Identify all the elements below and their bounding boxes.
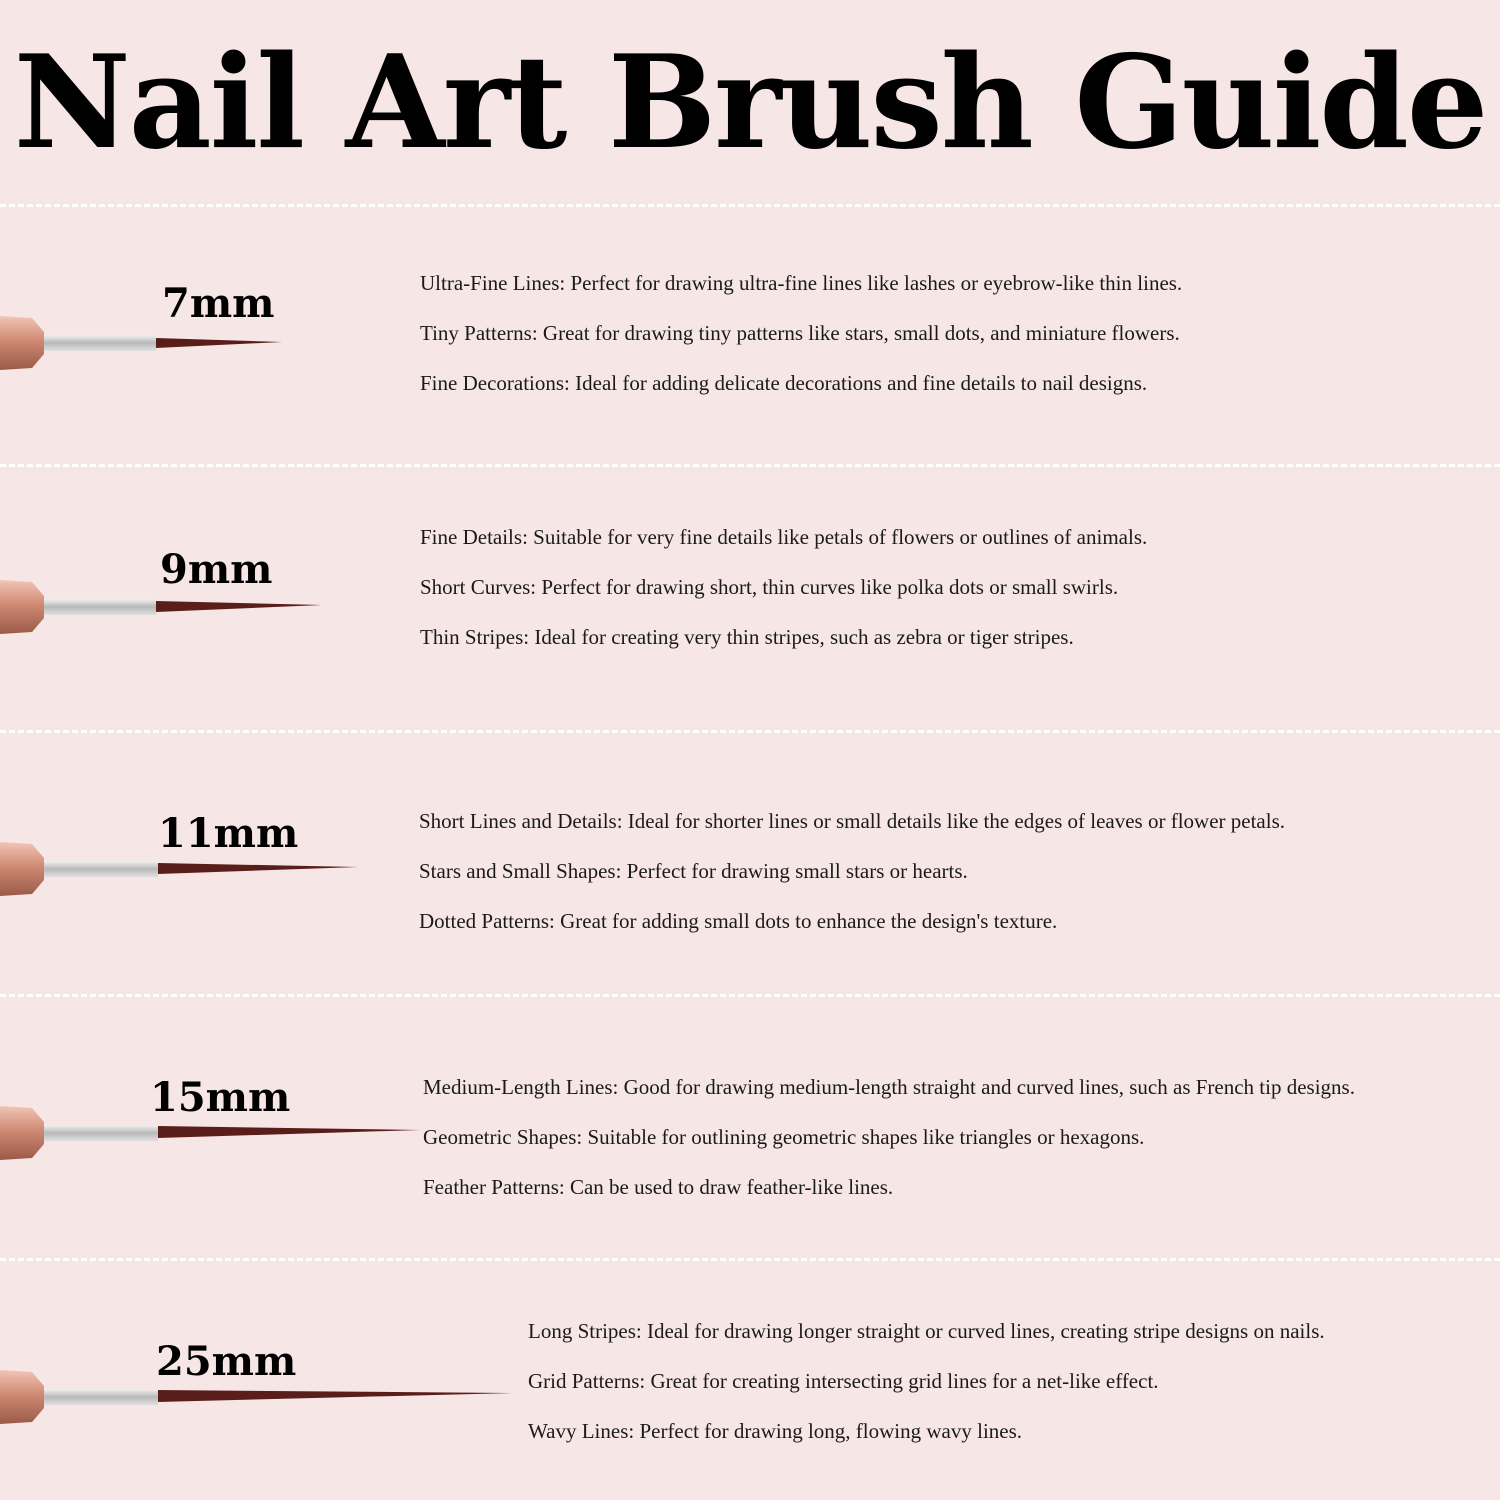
brush-use-item: Short Curves: Perfect for drawing short, thin curves like polka dots or small swirls. [420, 575, 1119, 599]
brush-size-label: 11mm [158, 810, 299, 857]
brush-use-item: Fine Details: Suitable for very fine details like petals of flowers or outlines of animals. [420, 525, 1148, 549]
brush-use-item: Grid Patterns: Great for creating intersecting grid lines for a net-like effect. [528, 1369, 1159, 1393]
brush-uses-list [420, 270, 1182, 420]
brush-use-item: Tiny Patterns: Great for drawing tiny patterns like stars, small dots, and miniature flowers. [420, 321, 1180, 345]
brush-use-item: Medium-Length Lines: Good for drawing medium-length straight and curved lines, such as French tip designs. [423, 1075, 1355, 1099]
brush-size-label: 15mm [150, 1074, 291, 1121]
brush-size-label: 25mm [156, 1338, 297, 1385]
divider [0, 1258, 1500, 1261]
brush-size-label: 9mm [160, 546, 273, 593]
brush-use-item: Stars and Small Shapes: Perfect for drawing small stars or hearts. [419, 859, 968, 883]
brush-uses-list [420, 524, 1147, 674]
brush-uses-list [423, 1074, 1355, 1224]
brush-use-item: Ultra-Fine Lines: Perfect for drawing ultra-fine lines like lashes or eyebrow-like thin lines. [420, 271, 1183, 295]
brush-use-item: Wavy Lines: Perfect for drawing long, flowing wavy lines. [528, 1419, 1023, 1443]
brush-use-item: Geometric Shapes: Suitable for outlining geometric shapes like triangles or hexagons. [423, 1125, 1145, 1149]
divider [0, 204, 1500, 207]
brush-use-item: Fine Decorations: Ideal for adding delicate decorations and fine details to nail designs. [420, 371, 1148, 395]
divider [0, 730, 1500, 733]
brush-use-item: Feather Patterns: Can be used to draw feather-like lines. [423, 1175, 894, 1199]
brush-uses-list [419, 808, 1285, 958]
brush-use-item: Thin Stripes: Ideal for creating very thin stripes, such as zebra or tiger stripes. [420, 625, 1074, 649]
page-title: Nail Art Brush Guide [13, 28, 1487, 178]
brush-size-label: 7mm [162, 280, 275, 327]
brush-uses-list [528, 1318, 1325, 1468]
brush-use-item: Short Lines and Details: Ideal for shorter lines or small details like the edges of leaves or flower petals. [419, 809, 1285, 833]
brush-use-item: Long Stripes: Ideal for drawing longer straight or curved lines, creating stripe designs on nails. [528, 1319, 1325, 1343]
divider [0, 464, 1500, 467]
divider [0, 994, 1500, 997]
brush-use-item: Dotted Patterns: Great for adding small dots to enhance the design's texture. [419, 909, 1058, 933]
